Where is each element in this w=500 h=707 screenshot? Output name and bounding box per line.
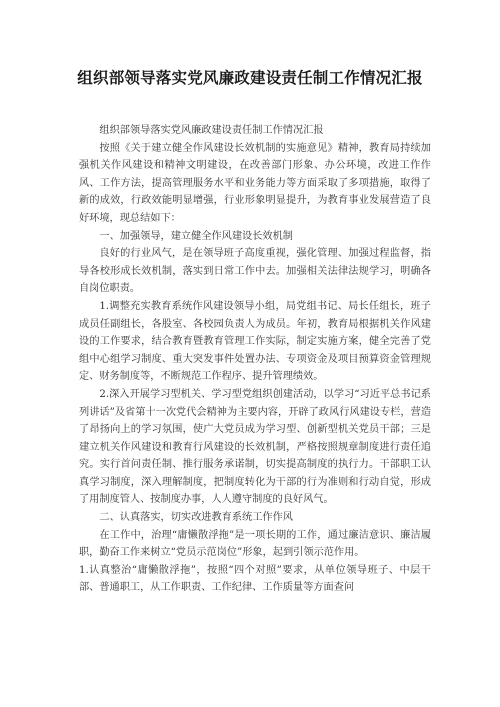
paragraph-section-2-item-1: 1.认真整治“庸懒散浮拖”，按照“四个对照”要求，从单位领导班子、中层干部、普通职工，从工作职责、工作纪律、工作质量等方面查问: [79, 564, 431, 594]
document-body: [79, 122, 431, 597]
paragraph-intro: 按照《关于建立健全作风建设长效机制的实施意见》精神，教育局持续加强机关作风建设和精神文明建设，在改善部门形象、办公环境，改进工作作风、工作方法，提高管理服务水平和业务能力等方面采取了多项措施，取得了新的成效，行政效能明显增强，行业形象明显提升，为教育事业发展营造了良好环境，现总结如下：: [79, 142, 431, 224]
paragraph-section-1-item-1: 1.调整充实教育系统作风建设领导小组，局党组书记、局长任组长，班子成员任副组长，各股室、各校园负责人为成员。年初，教育局根据机关作风建设的工作要求，结合教育暨教育管理工作实际，制定实施方案，健全完善了党组中心组学习制度、重大突发事件处置办法、专项资金及项目预算资金管理规定、财务制度等，不断规范工作程序、提升管理绩效。: [79, 300, 431, 383]
paragraph-section-1-item-2: 2.深入开展学习型机关、学习型党组织创建活动，以学习“习近平总书记系列讲话”及省第十一次党代会精神为主要内容，开辟了政风行风建设专栏，营造了昂扬向上的学习氛围，使广大党员成为学习型、创新型机关党员干部；三是建立机关作风建设和教育行风建设的长效机制，严格按照规章制度进行责任追究。实行首问责任制、推行服务承诺制，切实提高制度的执行力。干部职工认真学习制度，深入理解制度，把制度转化为干部的行为准则和行动自觉，形成了用制度管人、按制度办事，人人遵守制度的良好风气。: [79, 388, 431, 506]
paragraph-repeated-title: 组织部领导落实党风廉政建设责任制工作情况汇报: [99, 125, 324, 136]
paragraph-section-2-intro: 在工作中，治理“庸懒散浮拖”是一项长期的工作，通过廉洁意识、廉洁履职，勤奋工作来树立“党员示范岗位”形象，起到引领示范作用。: [79, 529, 431, 559]
paragraph-section-1-intro: 良好的行业风气，是在领导班子高度重视，强化管理、加强过程监督，指导各校形成长效机制，落实到日常工作中去。加强相关法律法规学习，明确各自岗位职责。: [79, 248, 431, 295]
section-heading-1: 一、加强领导，建立健全作风建设长效机制: [99, 230, 293, 242]
section-heading-2: 二、认真落实，切实改进教育系统工作作风: [99, 512, 293, 524]
document-title: 组织部领导落实党风廉政建设责任制工作情况汇报: [77, 69, 423, 87]
